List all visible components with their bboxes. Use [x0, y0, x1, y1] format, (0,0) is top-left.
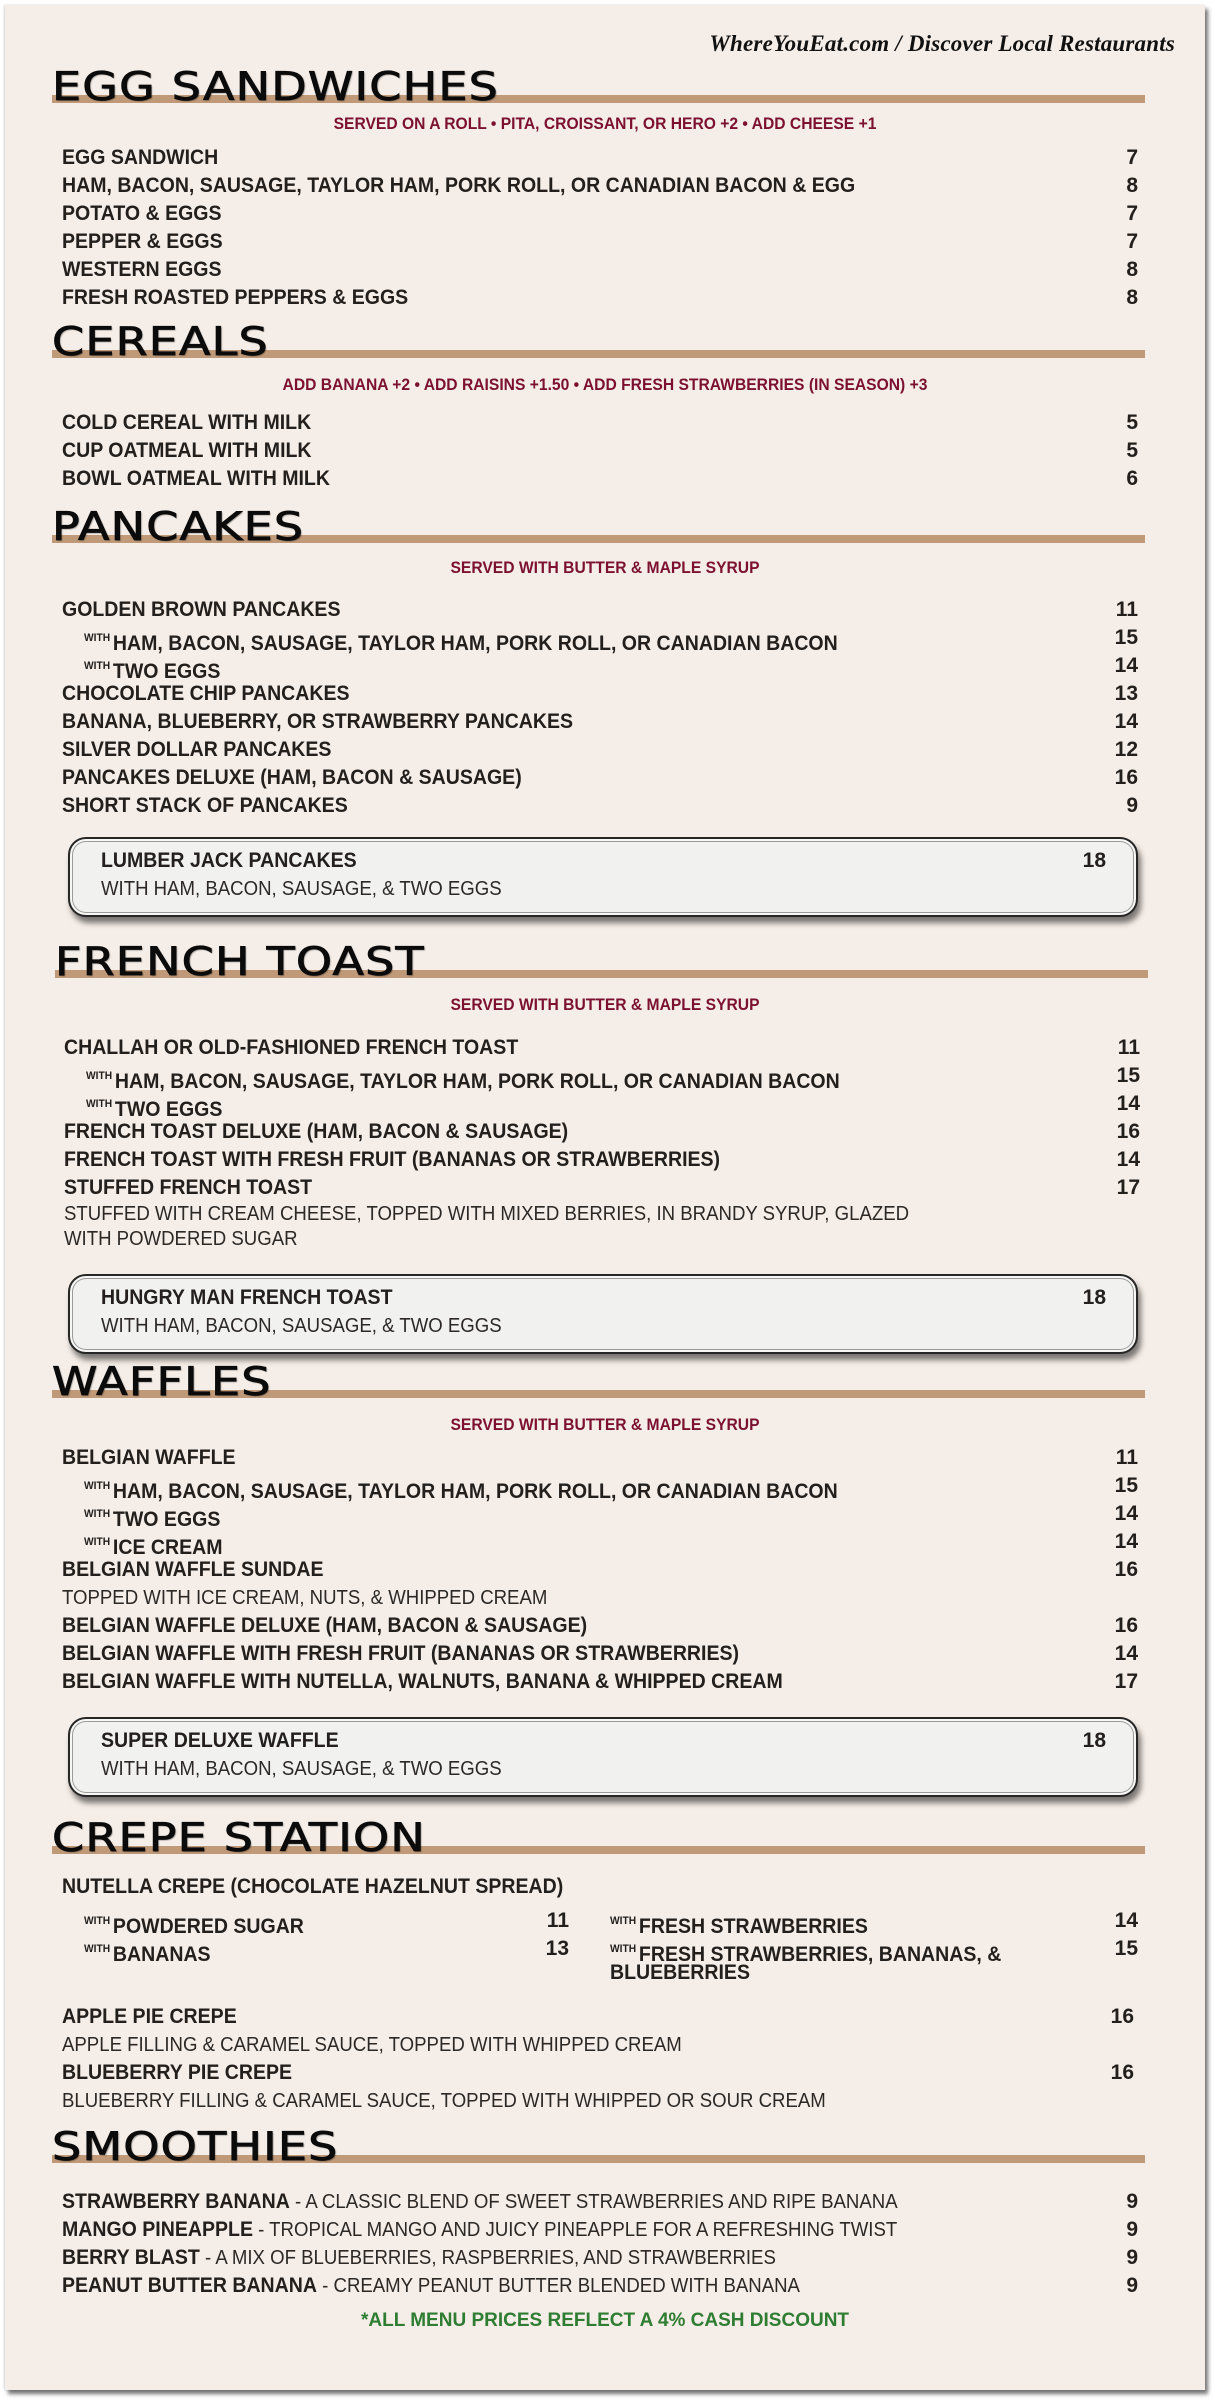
section-title: CREPE STATION [52, 1816, 426, 1861]
special-box-hungry-man [68, 1274, 1138, 1354]
menu-item: BERRY BLAST - A MIX OF BLUEBERRIES, RASPBERRIES, AND STRAWBERRIES 9 [62, 2244, 1138, 2272]
special-box-lumber-jack [68, 837, 1138, 917]
menu-item: FRENCH TOAST WITH FRESH FRUIT (BANANAS OR STRAWBERRIES) 14 [64, 1146, 1140, 1174]
section-heading [52, 1355, 1145, 1405]
price: 15 [1116, 1064, 1140, 1087]
item-description: BLUEBERRY FILLING & CARAMEL SAUCE, TOPPED WITH WHIPPED OR SOUR CREAM [62, 2090, 826, 2112]
menu-item: SHORT STACK OF PANCAKES 9 [62, 792, 1138, 820]
crepe-options-left [62, 1907, 569, 1966]
price: 14 [1114, 710, 1138, 733]
special-price: 18 [1082, 1729, 1106, 1752]
price: 15 [1114, 626, 1138, 649]
menu-subitem: $^{WITH}$ BANANAS 13 [84, 1937, 569, 1966]
menu-item: BOWL OATMEAL WITH MILK 6 [62, 465, 1138, 493]
price: 16 [1110, 2005, 1134, 2028]
menu-item: STUFFED FRENCH TOAST 17 [64, 1174, 1140, 1202]
price: 8 [1126, 174, 1138, 197]
price: 14 [1114, 1530, 1138, 1553]
special-name: HUNGRY MAN FRENCH TOAST [101, 1286, 393, 1309]
crepe-options [62, 1907, 1138, 1991]
special-price: 18 [1082, 1286, 1106, 1309]
price: 15 [1114, 1474, 1138, 1497]
price: 14 [1116, 1092, 1140, 1115]
price: 5 [1126, 411, 1138, 434]
menu-subitem: $^{WITH}$ FRESH STRAWBERRIES 14 [610, 1909, 1138, 1938]
section-heading [52, 315, 1145, 365]
price: 14 [1114, 1642, 1138, 1665]
price: 14 [1114, 1909, 1138, 1932]
menu-item: MANGO PINEAPPLE - TROPICAL MANGO AND JUICY PINEAPPLE FOR A REFRESHING TWIST 9 [62, 2216, 1138, 2244]
price: 15 [1114, 1937, 1138, 1960]
special-name: SUPER DELUXE WAFFLE [101, 1729, 339, 1752]
menu-subitem: $^{WITH}$ TWO EGGS 14 [86, 1092, 1140, 1121]
special-name: LUMBER JACK PANCAKES [101, 849, 357, 872]
price: 16 [1114, 766, 1138, 789]
price: 7 [1126, 202, 1138, 225]
menu-item: BELGIAN WAFFLE DELUXE (HAM, BACON & SAUSAGE) 16 [62, 1612, 1138, 1640]
menu-item: BLUEBERRY PIE CREPE 16 [62, 2059, 1138, 2087]
section-title: PANCAKES [52, 505, 305, 550]
section-note: SERVED ON A ROLL • PITA, CROISSANT, OR HERO +2 • ADD CHEESE +1 [333, 114, 877, 133]
section-waffles [5, 1355, 1205, 1797]
menu-item: FRESH ROASTED PEPPERS & EGGS 8 [62, 284, 1138, 312]
price: 11 [1115, 598, 1138, 621]
price: 8 [1126, 286, 1138, 309]
section-crepe-station [5, 1811, 1205, 2115]
price: 11 [546, 1909, 569, 1932]
cash-discount-note: *ALL MENU PRICES REFLECT A 4% CASH DISCOUNT [360, 2310, 850, 2331]
price: 5 [1126, 439, 1138, 462]
price: 7 [1126, 230, 1138, 253]
special-desc: WITH HAM, BACON, SAUSAGE, & TWO EGGS [101, 1315, 502, 1337]
menu-item: GOLDEN BROWN PANCAKES 11 [62, 596, 1138, 624]
menu-item: POTATO & EGGS 7 [62, 200, 1138, 228]
menu-item: SILVER DOLLAR PANCAKES 12 [62, 736, 1138, 764]
menu-subitem: $^{WITH}$ TWO EGGS 14 [84, 654, 1138, 683]
price: 16 [1110, 2061, 1134, 2084]
price: 8 [1126, 258, 1138, 281]
menu-subitem: $^{WITH}$ TWO EGGS 14 [84, 1502, 1138, 1531]
section-title: CEREALS [52, 320, 269, 365]
price: 13 [545, 1937, 569, 1960]
section-note: SERVED WITH BUTTER & MAPLE SYRUP [450, 995, 760, 1014]
crepe-options-right [610, 1907, 1138, 1987]
section-note: ADD BANANA +2 • ADD RAISINS +1.50 • ADD FRESH STRAWBERRIES (IN SEASON) +3 [282, 375, 928, 394]
special-box-super-deluxe [68, 1717, 1138, 1797]
section-title: FRENCH TOAST [55, 940, 425, 985]
menu-subitem-continued: BLUEBERRIES [610, 1961, 750, 1984]
menu-item: CUP OATMEAL WITH MILK 5 [62, 437, 1138, 465]
price: 14 [1114, 654, 1138, 677]
menu-subitem: $^{WITH}$ HAM, BACON, SAUSAGE, TAYLOR HAM, PORK ROLL, OR CANADIAN BACON 15 [84, 626, 1138, 655]
price: 16 [1116, 1120, 1140, 1143]
section-heading [52, 500, 1145, 550]
menu-item: PANCAKES DELUXE (HAM, BACON & SAUSAGE) 16 [62, 764, 1138, 792]
special-desc: WITH HAM, BACON, SAUSAGE, & TWO EGGS [101, 1758, 502, 1780]
menu-item: BELGIAN WAFFLE SUNDAE 16 [62, 1556, 1138, 1584]
price: 11 [1117, 1036, 1140, 1059]
section-heading [52, 1811, 1145, 1861]
section-note: SERVED WITH BUTTER & MAPLE SYRUP [450, 1415, 760, 1434]
menu-subitem: $^{WITH}$ POWDERED SUGAR 11 [84, 1909, 569, 1938]
price: 9 [1126, 2218, 1138, 2241]
section-title: WAFFLES [52, 1360, 272, 1405]
menu-item: BELGIAN WAFFLE WITH NUTELLA, WALNUTS, BANANA & WHIPPED CREAM 17 [62, 1668, 1138, 1696]
price: 14 [1116, 1148, 1140, 1171]
menu-item: BELGIAN WAFFLE 11 [62, 1444, 1138, 1472]
item-description: STUFFED WITH CREAM CHEESE, TOPPED WITH MIXED BERRIES, IN BRANDY SYRUP, GLAZED [64, 1203, 910, 1225]
section-title: SMOOTHIES [52, 2125, 339, 2170]
menu-subitem: $^{WITH}$ HAM, BACON, SAUSAGE, TAYLOR HAM, PORK ROLL, OR CANADIAN BACON 15 [86, 1064, 1140, 1093]
menu-item: BANANA, BLUEBERRY, OR STRAWBERRY PANCAKES 14 [62, 708, 1138, 736]
menu-item: WESTERN EGGS 8 [62, 256, 1138, 284]
menu-item: PEPPER & EGGS 7 [62, 228, 1138, 256]
price: 7 [1126, 146, 1138, 169]
item-description: WITH POWDERED SUGAR [64, 1228, 298, 1250]
section-heading [55, 935, 1148, 985]
menu-subitem: $^{WITH}$ FRESH STRAWBERRIES, BANANAS, & 15 [610, 1937, 1138, 1966]
menu-subitem: $^{WITH}$ HAM, BACON, SAUSAGE, TAYLOR HAM, PORK ROLL, OR CANADIAN BACON 15 [84, 1474, 1138, 1503]
section-title: EGG SANDWICHES [52, 65, 500, 110]
menu-item: COLD CEREAL WITH MILK 5 [62, 409, 1138, 437]
price: 16 [1114, 1614, 1138, 1637]
price: 17 [1116, 1176, 1140, 1199]
section-heading [52, 60, 1145, 110]
section-cereals [5, 315, 1205, 493]
price: 6 [1126, 467, 1138, 490]
menu-page [5, 5, 1205, 2390]
special-price: 18 [1082, 849, 1106, 872]
price: 17 [1114, 1670, 1138, 1693]
section-heading [52, 2120, 1145, 2170]
special-desc: WITH HAM, BACON, SAUSAGE, & TWO EGGS [101, 878, 502, 900]
section-egg-sandwiches [5, 60, 1205, 312]
price: 9 [1126, 2190, 1138, 2213]
menu-item: PEANUT BUTTER BANANA - CREAMY PEANUT BUTTER BLENDED WITH BANANA 9 [62, 2272, 1138, 2300]
item-description: TOPPED WITH ICE CREAM, NUTS, & WHIPPED CREAM [62, 1587, 548, 1609]
section-pancakes [5, 500, 1205, 917]
price: 11 [1115, 1446, 1138, 1469]
section-note: SERVED WITH BUTTER & MAPLE SYRUP [450, 558, 760, 577]
price: 12 [1114, 738, 1138, 761]
price: 14 [1114, 1502, 1138, 1525]
section-smoothies [5, 2120, 1205, 2300]
menu-item: EGG SANDWICH 7 [62, 144, 1138, 172]
site-title: WhereYouEat.com / Discover Local Restaurants [709, 31, 1175, 56]
menu-item: STRAWBERRY BANANA - A CLASSIC BLEND OF SWEET STRAWBERRIES AND RIPE BANANA 9 [62, 2188, 1138, 2216]
price: 16 [1114, 1558, 1138, 1581]
menu-item: HAM, BACON, SAUSAGE, TAYLOR HAM, PORK ROLL, OR CANADIAN BACON & EGG 8 [62, 172, 1138, 200]
price: 9 [1126, 2246, 1138, 2269]
menu-item: CHALLAH OR OLD-FASHIONED FRENCH TOAST 11 [64, 1034, 1140, 1062]
price: 9 [1126, 2274, 1138, 2297]
menu-item: APPLE PIE CREPE 16 [62, 2003, 1138, 2031]
price: 9 [1126, 794, 1138, 817]
menu-item: BELGIAN WAFFLE WITH FRESH FRUIT (BANANAS OR STRAWBERRIES) 14 [62, 1640, 1138, 1668]
section-french-toast [5, 935, 1205, 1354]
item-description: APPLE FILLING & CARAMEL SAUCE, TOPPED WITH WHIPPED CREAM [62, 2034, 682, 2056]
menu-item: CHOCOLATE CHIP PANCAKES 13 [62, 680, 1138, 708]
menu-item: FRENCH TOAST DELUXE (HAM, BACON & SAUSAGE) 16 [64, 1118, 1140, 1146]
menu-item: NUTELLA CREPE (CHOCOLATE HAZELNUT SPREAD) [62, 1875, 564, 1898]
menu-subitem: $^{WITH}$ ICE CREAM 14 [84, 1530, 1138, 1559]
price: 13 [1114, 682, 1138, 705]
